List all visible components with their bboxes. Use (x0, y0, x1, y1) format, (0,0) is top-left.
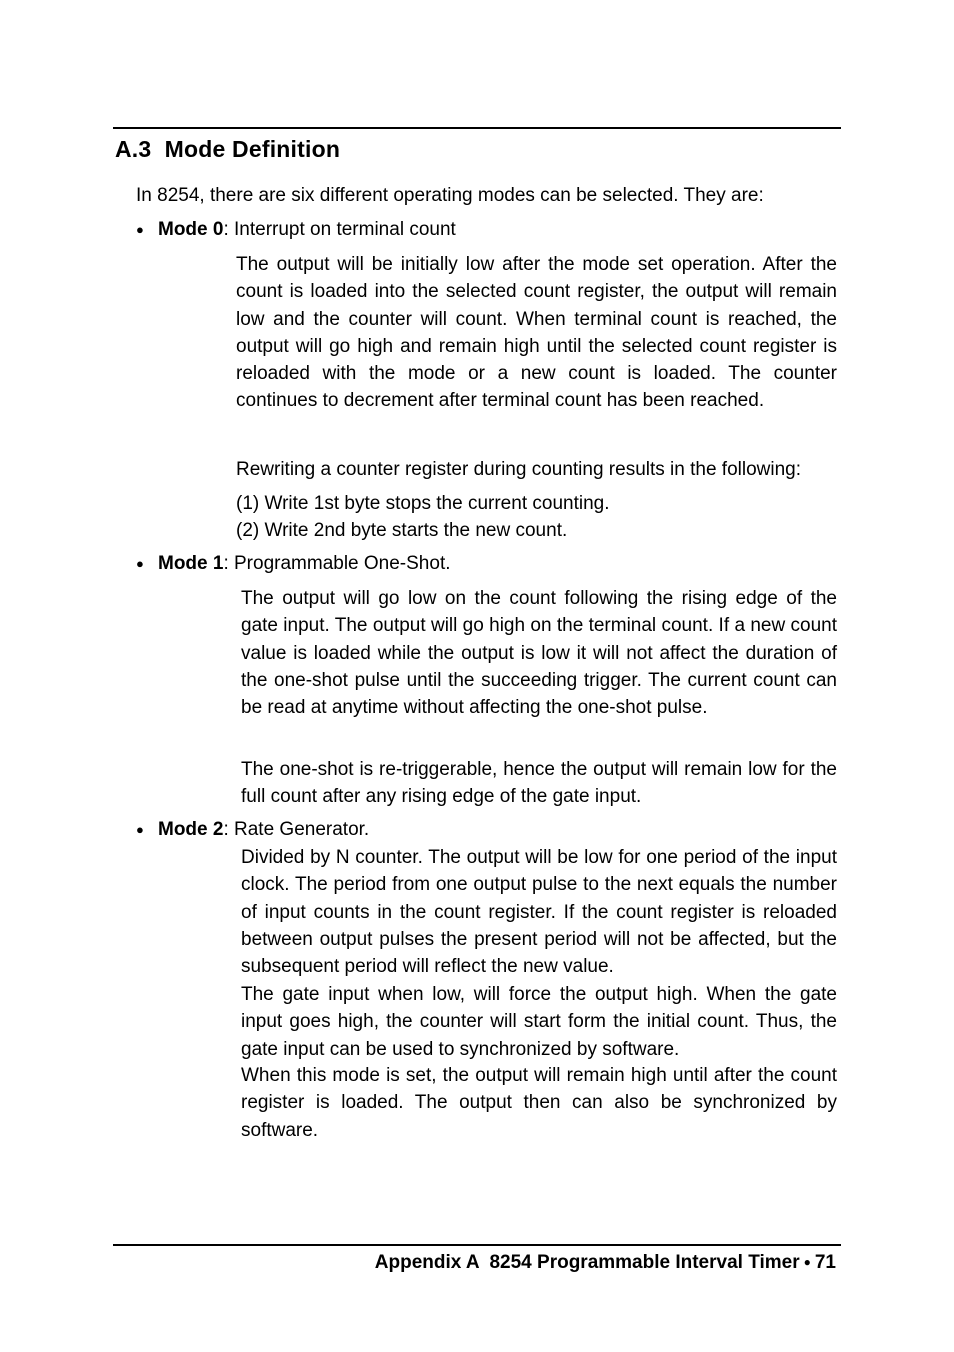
mode-1-description: : Programmable One-Shot. (223, 553, 451, 574)
mode-0-paragraph: Rewriting a counter register during counting results in the following: (236, 459, 802, 480)
bullet-icon: ● (136, 222, 144, 237)
header-rule (113, 127, 841, 129)
mode-0-name: Mode 0 (158, 219, 224, 240)
mode-1-paragraph: The one-shot is re-triggerable, hence the output will remain low for the full count after any rising edge of the gate input. (241, 759, 837, 808)
mode-1-paragraph: The output will go low on the count following the rising edge of the gate input. The output will go high on the terminal count. If a new count value is loaded while the output is low it will not affect the duration of the one-shot pulse until the succeeding trigger. The current count can be read at anytime without affecting the one-shot pulse. (241, 588, 837, 719)
mode-2-paragraph: When this mode is set, the output will remain high until after the count register is loaded. The output then can also be synchronized by software. (241, 1065, 837, 1141)
mode-1-heading (136, 552, 451, 576)
section-heading (115, 136, 340, 163)
mode-2-paragraph: Divided by N counter. The output will be low for one period of the input clock. The period from one output pulse to the next equals the number of input counts in the count register. If the count register is reloaded between output pulses the present period will not be affected, but the subsequent period will reflect the new value. (241, 847, 837, 978)
mode-0-step: (2) Write 2nd byte starts the new count. (236, 520, 568, 541)
mode-0-description: : Interrupt on terminal count (223, 219, 456, 240)
mode-2-heading (136, 818, 369, 842)
mode-2-name: Mode 2 (158, 819, 224, 840)
mode-0-heading (136, 218, 456, 242)
section-number: A.3 (115, 136, 152, 162)
mode-0-paragraph: The output will be initially low after the mode set operation. After the count is loaded into the selected count register, the output will remain low and the counter will count. When terminal count is reached, the output will go high and remain high until the selected count register is reloaded with the mode or a new count is loaded. The counter continues to decrement after terminal count has been reached. (236, 254, 837, 412)
footer-chapter: Appendix A 8254 Programmable Interval Timer (374, 1252, 800, 1273)
bullet-icon: ● (136, 556, 144, 571)
mode-0-step: (1) Write 1st byte stops the current counting. (236, 493, 610, 514)
bullet-icon: ● (136, 822, 144, 837)
mode-2-paragraph: The gate input when low, will force the output high. When the gate input goes high, the counter will start form the initial count. Thus, the gate input can be used to synchronized by software. (241, 984, 837, 1060)
intro-text: In 8254, there are six different operating modes can be selected. They are: (136, 185, 764, 206)
page-number: 71 (814, 1252, 836, 1273)
mode-1-name: Mode 1 (158, 553, 224, 574)
footer-rule (113, 1244, 841, 1246)
mode-2-description: : Rate Generator. (223, 819, 370, 840)
page-footer (375, 1250, 836, 1275)
section-title: Mode Definition (164, 136, 341, 162)
footer-separator-icon: ● (803, 1255, 811, 1269)
